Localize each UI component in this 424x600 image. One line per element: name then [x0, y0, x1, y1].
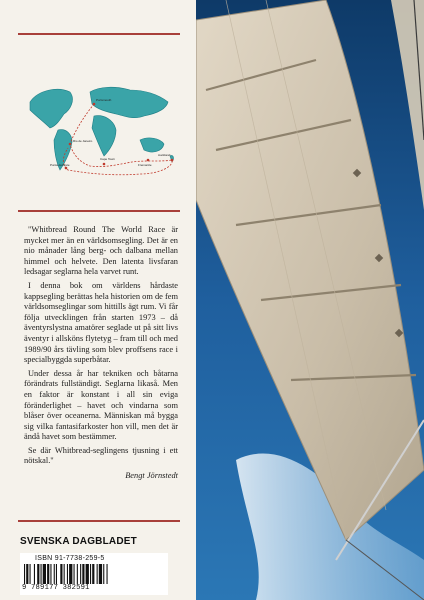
stop-marker	[103, 163, 106, 166]
bottom-rule	[18, 520, 180, 522]
stop-marker	[93, 103, 96, 106]
blurb-paragraph: "Whitbread Round The World Race är mycket mer än en världsomsegling. Det är en nio månader lång berg- och dalbana mellan himmel och helvete. Den latenta livsfaran ledsagar seglarna hela varvet runt.	[24, 225, 178, 277]
barcode-bar	[67, 564, 68, 584]
barcode-bar	[43, 564, 46, 584]
map-label: Punta del Este	[50, 163, 70, 167]
barcode-bar	[80, 564, 81, 584]
barcode-image	[24, 564, 164, 584]
author-signature: Bengt Jörnstedt	[125, 471, 178, 481]
barcode-bar	[50, 564, 51, 584]
blurb-paragraph: I denna bok om världens hårdaste kappsegling berättas hela historien om de fem världsomseglingar som hittills ägt rum. Vi får följa utvecklingen från starten 1973 – då äventyrslystna amatörer seglade ut på sitt livs äventyr i allsköns flytetyg – fram till och med 1989/90 års tävling som blev proffsens race i specialbyggda superbåtar.	[24, 280, 178, 365]
barcode-bar	[47, 564, 49, 584]
world-route-map	[20, 70, 180, 180]
barcode-bar	[24, 564, 25, 584]
barcode-number: 9 789177 382591	[22, 584, 90, 592]
barcode-bar	[30, 564, 31, 584]
stop-marker	[147, 159, 150, 162]
barcode-bar	[97, 564, 98, 584]
map-label: Fremantle	[138, 163, 152, 167]
barcode-bar	[92, 564, 94, 584]
barcode-bar	[82, 564, 84, 584]
barcode-bar	[86, 564, 89, 584]
barcode-bar	[77, 564, 78, 584]
barcode-bar	[56, 564, 57, 584]
barcode-bar	[34, 564, 35, 584]
map-label: Cape Town	[100, 157, 115, 161]
barcode-bar	[37, 564, 39, 584]
publisher-name: SVENSKA DAGBLADET	[20, 536, 137, 547]
isbn-text: ISBN 91-7738-259-5	[35, 555, 105, 562]
isbn-barcode-block	[20, 553, 168, 595]
map-label: Auckland	[158, 153, 171, 157]
back-cover-text-panel	[0, 0, 196, 600]
sailing-photo	[196, 0, 424, 600]
stop-marker	[69, 143, 72, 146]
barcode-bar	[74, 564, 75, 584]
barcode-bar	[99, 564, 102, 584]
top-rule	[18, 33, 180, 35]
map-label: Portsmouth	[96, 98, 112, 102]
eurasia-shape	[90, 87, 168, 117]
barcode-bar	[64, 564, 65, 584]
barcode-bar	[60, 564, 62, 584]
barcode-bar	[69, 564, 72, 584]
africa-shape	[92, 116, 116, 156]
barcode-bar	[26, 564, 28, 584]
blurb-paragraph: Under dessa år har tekniken och båtarna förändrats fullständigt. Seglarna likaså. Men en faktor är konstant i all sin eviga föränderlighet – havet och vindarna som blåser över oceanerna. Människan må bygga sig vilka fantasifarkoster hon vill, men det är ändå havet som bestämmer.	[24, 368, 178, 442]
middle-rule	[18, 210, 180, 212]
barcode-bar	[103, 564, 104, 584]
australia-shape	[140, 138, 164, 152]
barcode-bar	[90, 564, 91, 584]
barcode-bar	[41, 564, 42, 584]
stop-marker	[171, 159, 174, 162]
barcode-bar	[54, 564, 55, 584]
map-label: Rio de Janeiro	[73, 139, 93, 143]
stop-marker	[65, 167, 68, 170]
barcode-bar	[107, 564, 108, 584]
back-cover-blurb	[24, 225, 178, 482]
north-america-shape	[30, 89, 72, 128]
blurb-paragraph: Se där Whitbread-seglingens tjusning i ett nötskal."	[24, 445, 178, 466]
